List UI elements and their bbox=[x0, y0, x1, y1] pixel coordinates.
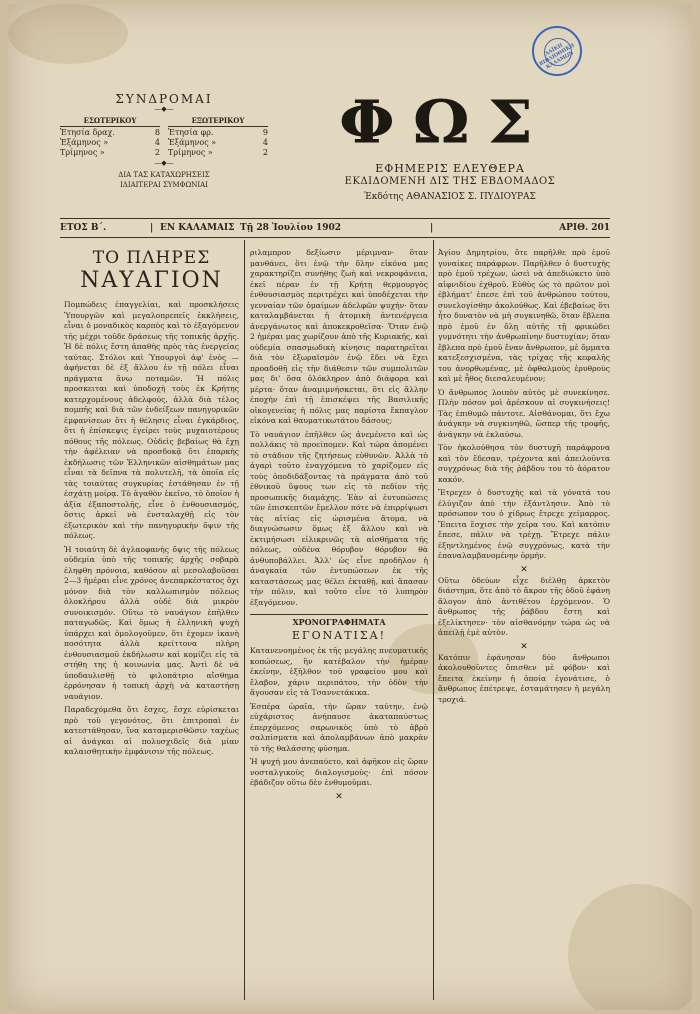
column-3 bbox=[438, 248, 610, 708]
newspaper-page bbox=[8, 4, 692, 1010]
paragraph: Παραδεχόμεθα ὅτι ἔσχες, ἔσχε εὐρίσκεται πρὸ τοῦ γεγονότος, ὅτι ἐπιτροπαὶ ἐν κατεστάθησαν, ἵνα καταμερισθῶσιν ταχέως αἱ ἀνάγκαι αἱ πολυσχιδεῖς διὰ μίαν καλαισθητικὴν ἐμφάνισιν τῆς πόλεως. bbox=[64, 705, 239, 756]
subscriptions-box bbox=[60, 94, 268, 190]
issue-number: ΑΡΙΘ. 201 bbox=[559, 223, 610, 233]
ornament: —◆— bbox=[154, 159, 174, 167]
paragraph: Τὸν ἠκολούθησα τὸν δυστυχῆ παράφρονα καὶ τὸν ἔδεσαν, τρέχοντα καὶ ἀπειλοῦντα συγχρόνως διὰ τῆς ῥάβδου του τὸ ἀόρατον κακόν. bbox=[438, 443, 610, 484]
article-heading: ΤΟ ΠΛΗΡΕΣ bbox=[92, 248, 211, 268]
paragraph: Ἀγίου Δημητρίου, ὅτε παρῆλθε πρὸ ἐμοῦ γυναίκες παράφρων. Παρῆλθεν ὁ δυστυχὴς πρὸ ἐμοῦ τρέχων, ὡσεὶ νὰ ἀπεδιώκετο ὑπὸ αἰφνιδίου ἐχθροῦ. Εὐθὺς ὡς τὸ πρῶτον μοὶ ἐβλήματ' ἐπεσε ἐπὶ τοῦ ἀνθρώπου τούτου, συνελογίσθην ἀκολούθως. Καὶ ἐβεβαίως ὅτι ἦτο δυνατὸν νὰ μὴ συγκινηθῶ, ὅταν ἔβλεπα πρὸ ἐμοῦ ἐν ὄλῃ αὐτῆς τῇ φρικώδει γυμνότητι τὴν ἀνθρωπίνην δυστυχίαν; ὅταν ἔβλεπα πρὸ ἐμοῦ ἕναν ἄνθρωπον, μὲ ὄμματα κατεξεσχισμένα, τὰς τρίχας τῆς κεφαλῆς του ἀνορθωμένας, μὲ ὀφθαλμοὺς ἐρυθροὺς καὶ μὲ ἦθος διεσαλευμένον; bbox=[438, 248, 610, 383]
masthead-title: ΦΩΣ bbox=[339, 88, 551, 158]
paragraph: Ἡ τοιαύτη δὲ ἀγλαοφανὴς ὄψις τῆς πόλεως οὐδεμία ὑπὸ τῆς τοπικῆς ἀρχῆς σοβαρὰ ἐληφθη πρόνοια, καθόσον αἱ μεσολαβοῦσαι 2—3 ἡμέραι εἶνε χρόνος ἀνεπαρκέστατος ὄχι μόνον διὰ τὸν καλλωπισμὸν πόλεως ὁλοκλήρου ἀλλὰ οὐδὲ διὰ μικρὸν συνοικισμόν. Οὕτω τὸ ναυάγιον ἐπῆλθεν παταγωδῶς. Καὶ ὅμως ἡ ἐλληνικὴ ψυχὴ ὑπάρχει καὶ ὁμολογοῦμεν, ὅτι ἐχομεν ἱκανὴ ποσότητα ἀλλὰ κρείττονα πλήρη ἐνθουσιασμοῦ ἐκδήλωσιν καὶ κομίζει εἰς τὰ στήθη της ἡ κοινωνία μας. Ἀντὶ δὲ νὰ ὑποδαυλισθῇ τὸ φιλοπάτριο αἴσθημα ἐρρόνησαν ἡ τοπικὴ ἀρχὴ νὰ καταστήσῃ ναυάγιον. bbox=[64, 544, 239, 701]
column-1 bbox=[64, 248, 239, 761]
subscriptions-interior: ΕΣΩΤΕΡΙΚΟΥ Ἐτησία δραχ. 8 Ἑξάμηνος » 4 Τρίμηνος » 2 bbox=[60, 116, 160, 157]
paragraph: Τὸ ναυάγιον ἐπῆλθεν ὡς ἀνεμένετο καὶ ὡς πολλάκις τὸ προείπομεν. Καὶ τώρα ἀπομένει τὸ στάδιον τῆς ζητήσεως εὐθυνῶν. Ἀλλὰ τὸ ἀγαρὶ τοῦτο ἐναγχόμενα τὸ χαρίζομεν εἰς τοὺς ὁποδιδάξοντας τὰ πράγματα ἀπὸ τοῦ ἐθνικοῦ ὕψους των εἰς τὸ πεδίον τῆς προσωπικῆς διαμάχης. Ἐὰν αἱ ἐυτυπώσεις τῶν ἐπισκεπτῶν ἔμελλον πότε νὰ ἐπιρρίψωσι τὰς αἰτίας εἰς ὡρισμένα ἄτομα, νὰ διαγνώσωσιν ὅμως ἐξ ἄλλου καὶ νὰ ἐκτιμήσωσι εἰλικρινῶς τὰ αἰσθήματα τῆς πόλεως, οὐδένα θόρυβον θόρυβον θὰ ἀνθυποβάλλει. Ἀλλ' ὡς εἶνε προδῆλον ἡ ἀναγκαία τῶν ἐντυπώσεων ἐκ τῆς καταστάσεως μας θέλει ἐκταθῇ, καὶ ἅπασαν τὴν πόλιν, καὶ τοῦτο εἶνε τὸ λυπηρὸν ἐξαγόμενον. bbox=[250, 429, 428, 607]
column-rule bbox=[433, 240, 434, 1000]
paragraph: Ὁ ἄνθρωπος λοιπὸν αὐτὸς μὲ συνεκίνησε. Πλὴν πόσον μοὶ ἀρέσκουν αἱ συγκινήσεις! Τὰς ἐπιθυμῶ πάντοτε. Αἰσθάνομαι, ὅτι ἔχω ἀνάγκην νὰ συγκινηθῶ, ὥσπερ τῆς τροφῆς, ἀνάγκην νὰ ἐκλαύσω. bbox=[438, 387, 610, 439]
paragraph: Κατόπιν ἐφάνησαν δύο ἄνθρωποι ἀκολουθοῦντες ὄπισθεν μὲ φόβον· καὶ ἔπειτα ἐκείνην ἡ ὁποία ἐγονάτισε, ὁ ἄνθρωπος ἐπέτρεψε, ἐσταμάτησεν ἡ μεγάλη τροχιά. bbox=[438, 652, 610, 704]
library-stamp: ΛΑΪΚΗ ΒΙΒΛΙΟΘΗΚΗ ΚΑΛΑΜΩΝ bbox=[532, 26, 582, 76]
subscriptions-title: ΣΥΝΔΡΟΜΑΙ bbox=[115, 92, 213, 106]
section-label: ΧΡΟΝΟΓΡΑΦΗΜΑΤΑ bbox=[250, 614, 428, 627]
subscriptions-note: ΙΔΙΑΙΤΕΡΑΙ ΣΥΜΦΩΝΙΑΙ bbox=[120, 181, 208, 189]
column-2 bbox=[250, 248, 428, 803]
subscriptions-note: ΔΙΑ ΤΑΣ ΚΑΤΑΧΩΡΗΣΕΙΣ bbox=[118, 171, 210, 179]
paragraph: ριλαμπρον δεξίωσιν μέριμναν· ὅταν μανθάνει, ὅτι ἐνῷ τὴν ὅλην εἰκόνα μας χαρακτηρίζει συνήθης ζωὴ καὶ νεκροφάνεια, ἐκεῖ πέραν ἐν τῇ Κρήτῃ θερμουργὸς ἐνθουσιασμὸς περιτρέχει καὶ ὑποδέχεται τὴν γενναίαν τῶν ὁμαίμων ἀδελφῶν ψυχήν· ὅταν καταλαμβάνεται ἡ ἀτομικὴ ἀντενέργεια ἀνεργάνωτος καὶ ἀποκεκροθεῖσα· Ὅταν ἐνῷ 2 ἡμέραι μας χωρίζουν ἀπὸ τῆς Κυριακῆς, καὶ οὐδεμία σπασμωδικὴ κίνησις παρατηρεῖται διὰ τὸν ἐξωραϊσμὸν ἐνῷ ἔδει νὰ ἔχει προαδοθῆ εἰς τὴν διάθεσιν τῶν συμπολιτῶν μας δι' ὅσα ὁλόκληρον ἀπὸ διάφορα καὶ μέρτα· ὅταν ἀναμιμνήσκεται, ὅτι εἰς ἄλλην ἐποχὴν ἐπὶ τῇ ἐπισκέψει τῆς Βασιλικῆς οἰκογενείας ἡ πόλις μας παρίστα ἔκπαγλον εἰκόνα καὶ θαυματικωτάτου δάσους; bbox=[250, 248, 428, 425]
dateline: ΕΤΟΣ Β΄. | ΕΝ ΚΑΛΑΜΑΙΣ Τῇ 28 Ἰουλίου 1902 | ΑΡΙΘ. 201 bbox=[60, 218, 610, 238]
separator-cross: ✕ bbox=[520, 641, 528, 652]
paragraph: Πομπώδεις ἐπαγγελίαι, καὶ προσκλήσεις Ὑπουργῶν καὶ μεγαλοπρεπεῖς ἐκκλήσεις, εἶναι ὁ μοναδικὸς καρπὸς καὶ τὸ ἐξαγόμενον τῆς μέχρι τοῦδε δράσεως τῆς τοπικῆς ἀρχῆς. Ἡ δὲ πόλις ἔστη ἀπαθὴς πρὸς τὰς ἐνεργείας ταύτας. Στόλοι καὶ Ὑπουργοὶ ἀφ' ἑνὸς — ἀφήνεται δὲ ἐξ ἄλλου ἐν τῇ πόλει εἶναι πράγματα ἄνω ποταμῶν. Ἡ πόλις προσκειται καὶ ὑποδοχὴ τοὺς ἐκ Κρήτης κατερχομένους ἀδελφούς, ἀλλὰ διὰ τέλος πομπῆς καὶ διὰ τῶν ἐνδείξεων πανηγυρικῶν ἐμφανίσεων ὅτι ἡ θέλησις εἶναι ἐγκάρδιος, ὅτι ἡ ἐπίσκεψις ἐγείρει τοὺς μυχαιοτέρους πόθους τῆς πόλεως. Οὐδεὶς βεβαίως θὰ ἔχῃ τὴν ἀφέλειαν νὰ προσδοκᾷ ὅτι ἐπαρκὴς ἐκδήλωσις τῶν Ἑλληνικῶν αἰσθημάτων μας εἶναι τὰ δεῖπνα τὰ πολυτελῆ, τὰ ὁποῖα εἰς τὰς τοιαύτας συγκυρίας ἐστάθησαν ἐν τῇ ἐσχάτῃ μοίρᾳ. Τὸ ἀγαθὸν ἐκεῖνο, τὸ ὁποῖον ἡ ἀξία ἐξαποστολῆς, εἶνε ὁ ἐνθουσιασμός, ὅστις ἀρκεῖ νὰ ἐνσταλαχθῇ εἰς τὸν ἐξωτερικὸν καὶ τὴν πανηγυρικὴν ὄψιν τῆς πόλεως. bbox=[64, 300, 239, 540]
publisher-line: Ἐκδότης ΑΘΑΝΑΣΙΟΣ Σ. ΠΥΔΙΟΥΡΑΣ bbox=[364, 192, 536, 202]
masthead-subtitle: ΕΦΗΜΕΡΙΣ ΕΛΕΥΘΕΡΑ bbox=[375, 162, 525, 175]
subscriptions-exterior: ΕΞΩΤΕΡΙΚΟΥ Ἐτησία φρ. 9 Ἑξάμηνος » 4 Τρίμηνος » 2 bbox=[168, 116, 268, 157]
paragraph: Ἑσπέρα ὡραῖα, τὴν ὥραν ταύτην, ἐνῷ εὐχάριστος ἀνήπαυσε ἀκαταπαύστως ἐπερχόμενος σαρωνικὸς ὑπὸ τὸ ἀβρὸ σαλπίσματα καὶ ἀπολαμβάνων ἀπὸ μακρὰν τὸ τῆς θαλάσσης φύσημα. bbox=[250, 701, 428, 753]
paper-stain bbox=[8, 4, 128, 64]
column-rule bbox=[244, 240, 245, 1000]
issue-year: ΕΤΟΣ Β΄. bbox=[60, 223, 107, 233]
article-heading: ΝΑΥΑΓΙΟΝ bbox=[80, 268, 223, 293]
issue-place: ΕΝ ΚΑΛΑΜΑΙΣ bbox=[160, 223, 235, 233]
paragraph: Ἔτρεχεν ὁ δυστυχὴς καὶ τὰ γόνατά του ἐλύγιζον ἀπὸ τὴν ἐξάντλησιν. Ἀπὸ τὸ πρόσωπον του ὁ χίδρως ἔτρεχε χείμαρρος. Ἔπειτα ἔσχισε τὴν χεῖρα του. Καὶ κατόπιν ἔπεσε, πάλιν νὰ τρέχῃ. Ἔτρεχε πάλιν ἐξηντλημένος ἐνῷ συγχρόνως, κατὰ τὴν ἐπαναλαμβανομένην ὁρμήν. bbox=[438, 488, 610, 560]
paper-stain bbox=[568, 884, 692, 1010]
ornament: —◆— bbox=[154, 105, 174, 113]
paragraph: Ἡ ψυχή μου ἀνεπαύετο, καὶ ἀφῆκον εἰς ὥραν νοσταλγικοὺς διαλογισμοὺς· ἐπὶ πόσον ἐβάδιζον οὕτω δὲν ἐνθυμοῦμαι. bbox=[250, 757, 428, 787]
paragraph: Οὕτω ὁδεύων εἶχε διέλθῃ ἀρκετὸν διάστημα, ὅτε ἀπὸ τὸ ἄκρον τῆς ὁδοῦ ἐφάνη ἄλογον ἀπὸ ἀντιθέτου ἐρχόμενον. Ὁ ἄνθρωπος τῆς ῥάβδου ἔστη καὶ ἐξελίκτησεν· τὸν αἰσθανόμην τώρα ὡς νὰ ἀπειλῇ ἐμὲ αὐτὸν. bbox=[438, 575, 610, 637]
separator-cross: ✕ bbox=[520, 564, 528, 575]
chronograph-title: ΕΓΟΝΑΤΙΣΑ! bbox=[291, 629, 387, 642]
issue-date: Τῇ 28 Ἰουλίου 1902 bbox=[240, 223, 342, 233]
masthead-subtitle: ΕΚΔΙΔΟΜΕΝΗ ΔΙΣ ΤΗΣ ΕΒΔΟΜΑΔΟΣ bbox=[344, 176, 556, 187]
separator-cross: ✕ bbox=[335, 791, 343, 802]
paragraph: Κατανενοημένος ἐκ τῆς μεγάλης πνευματικῆς κοπώσεως, ἣν κατέβαλον τὴν ἡμέραν ἐκείνην, ἐξῆλθον τοῦ γραφείου μου καὶ ἔλαβον, χάριν περιπάτου, τὴν ὁδὸν τὴν ἄγουσαν εἰς τὰ Τσαννετάκικα. bbox=[250, 646, 428, 697]
